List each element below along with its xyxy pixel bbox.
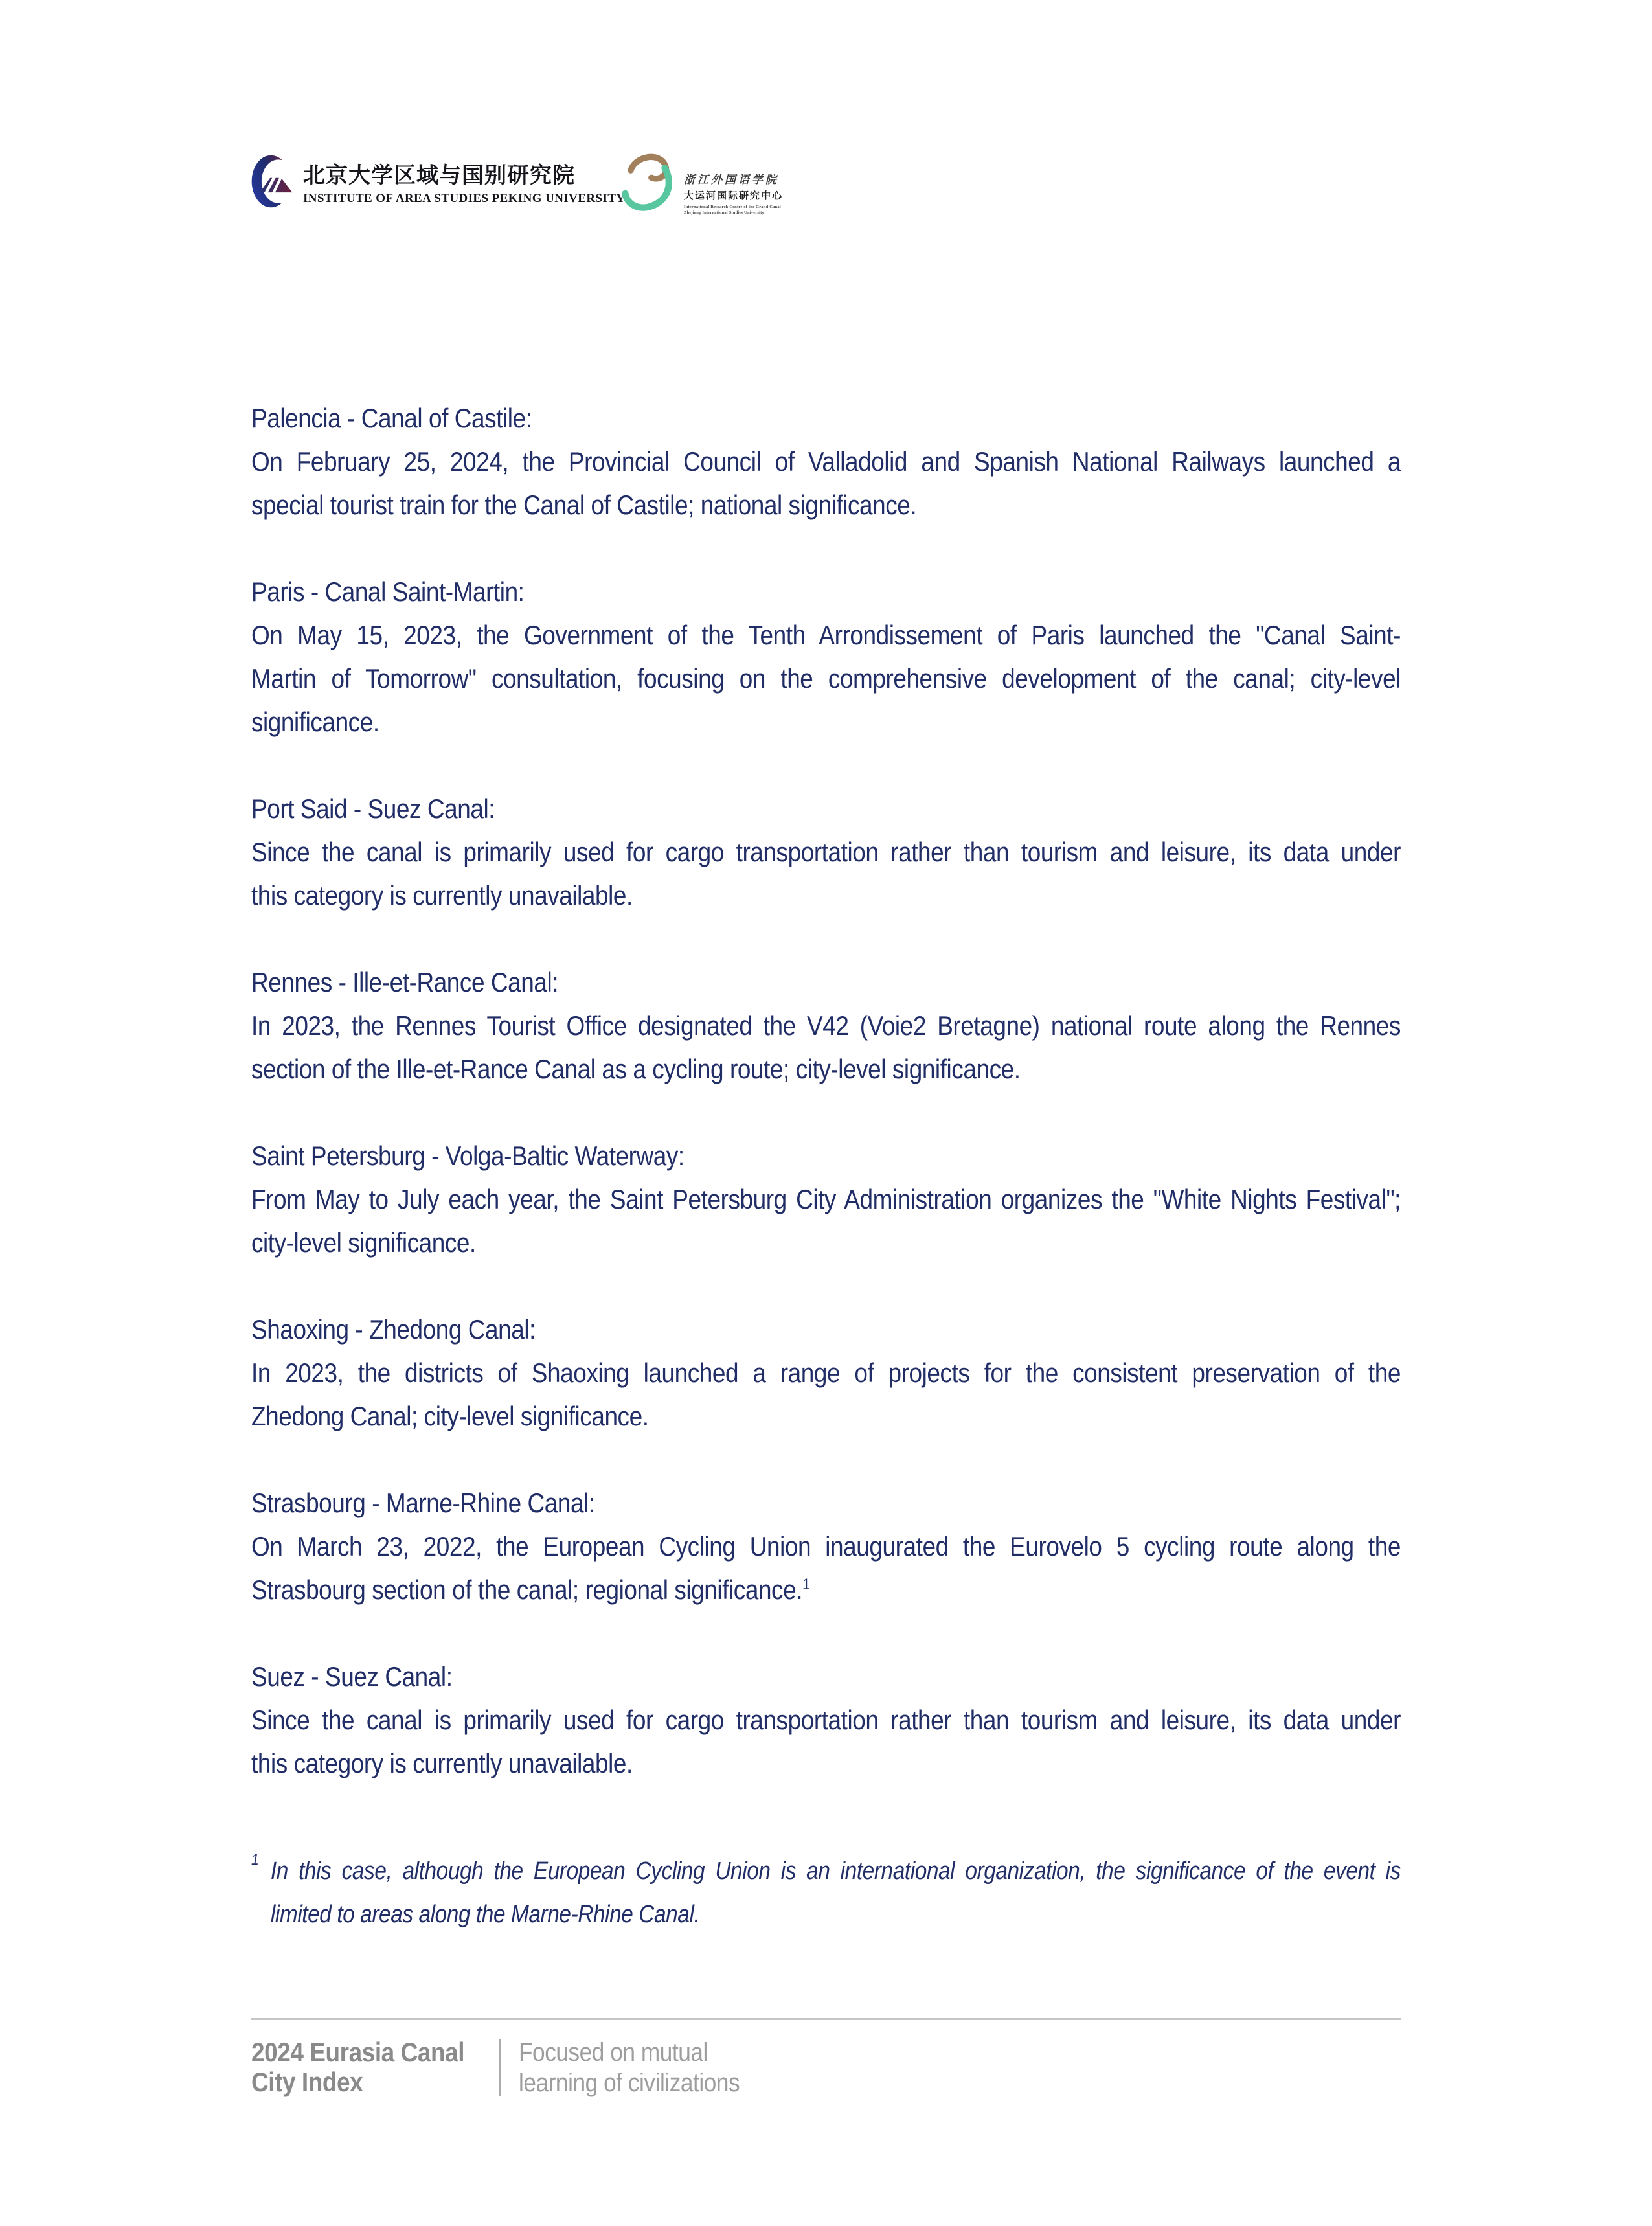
report-tagline	[519, 2038, 740, 2098]
entry-line	[251, 657, 1401, 700]
pku-ias-name-english: INSTITUTE OF AREA STUDIES PEKING UNIVERSITY	[303, 191, 626, 205]
entry-line-text: Since the canal is primarily used for cargo transportation rather than tourism and leisure, its data under	[251, 837, 1401, 867]
footnote-text: In this case, although the European Cycling Union is an international organization, the significance of the event is	[270, 1857, 1401, 1885]
footnote-line	[251, 1850, 1401, 1893]
pku-ias-name-chinese: 北京大学区域与国别研究院	[303, 163, 575, 188]
report-title	[251, 2038, 469, 2098]
entry-line-text: section of the Ille-et-Rance Canal as a cycling route; city-level significance.	[251, 1054, 1021, 1084]
canal-entries	[251, 396, 1401, 1785]
entry-line	[251, 1698, 1401, 1742]
entry-heading: Shaoxing - Zhedong Canal:	[251, 1314, 536, 1345]
footer-vertical-divider	[499, 2039, 501, 2096]
canal-entry	[251, 787, 1401, 917]
report-tagline-line1: Focused on mutual	[519, 2038, 708, 2067]
entry-line	[251, 1047, 1401, 1091]
entry-line-text: this category is currently unavailable.	[251, 880, 633, 911]
canal-entry	[251, 1134, 1401, 1264]
entry-line-text: From May to July each year, the Saint Petersburg City Administration organizes the "White Nights Festival";	[251, 1184, 1401, 1214]
canal-centre-name-chinese: 大运河国际研究中心	[684, 190, 784, 201]
pku-ias-logo	[251, 154, 625, 209]
entry-line-text: significance.	[251, 707, 379, 737]
report-title-line2: City Index	[251, 2067, 363, 2097]
entry-line-text: In 2023, the Rennes Tourist Office designated the V42 (Voie2 Bretagne) national route along the Rennes	[251, 1010, 1401, 1041]
entry-line	[251, 1742, 1401, 1785]
entry-line	[251, 1177, 1401, 1221]
footer-divider-line	[251, 2018, 1401, 2020]
zisu-name-english: Zhejiang International Studies University	[684, 210, 764, 215]
zisu-name-chinese: 浙江外国语学院	[684, 174, 779, 186]
canal-entry	[251, 1481, 1401, 1611]
entry-line-text: On March 23, 2022, the European Cycling Union inaugurated the Eurovelo 5 cycling route along the	[251, 1531, 1401, 1562]
entry-line	[251, 440, 1401, 483]
entry-line-text: Zhedong Canal; city-level significance.	[251, 1401, 649, 1431]
entry-line-text: Since the canal is primarily used for cargo transportation rather than tourism and leisure, its data under	[251, 1705, 1401, 1735]
entry-line-text: Martin of Tomorrow" consultation, focusing on the comprehensive development of the canal; city-level	[251, 663, 1401, 694]
entry-heading: Saint Petersburg - Volga-Baltic Waterway:	[251, 1141, 685, 1171]
entry-heading: Rennes - Ille-et-Rance Canal:	[251, 967, 559, 997]
footnote-line	[251, 1893, 1401, 1936]
zisu-swirl-icon	[622, 151, 677, 215]
entry-heading: Strasbourg - Marne-Rhine Canal:	[251, 1488, 595, 1518]
entry-heading: Palencia - Canal of Castile:	[251, 403, 532, 433]
entry-line	[251, 1221, 1401, 1264]
zisu-grand-canal-logo	[622, 151, 783, 215]
entry-line	[251, 1004, 1401, 1047]
entry-line	[251, 874, 1401, 917]
canal-entry	[251, 570, 1401, 744]
canal-centre-name-english: International Research Centre of the Grand Canal	[684, 205, 781, 209]
pku-ias-crescent-icon	[251, 154, 294, 209]
entry-line-text: special tourist train for the Canal of Castile; national significance.	[251, 490, 917, 520]
report-title-line1: 2024 Eurasia Canal	[251, 2037, 465, 2067]
entry-line-text: In 2023, the districts of Shaoxing launched a range of projects for the consistent preservation of the	[251, 1357, 1401, 1388]
entry-line-text: On May 15, 2023, the Government of the Tenth Arrondissement of Paris launched the "Canal Saint-	[251, 620, 1401, 650]
canal-entry	[251, 960, 1401, 1091]
zisu-logo-text	[684, 170, 783, 215]
entry-line-text: this category is currently unavailable.	[251, 1748, 633, 1778]
entry-heading: Suez - Suez Canal:	[251, 1661, 453, 1692]
entry-heading: Paris - Canal Saint-Martin:	[251, 576, 525, 607]
entry-line	[251, 1568, 1401, 1611]
entry-line-text: On February 25, 2024, the Provincial Council of Valladolid and Spanish National Railways launched a	[251, 446, 1401, 477]
entry-line-text: city-level significance.	[251, 1227, 476, 1258]
footnote-text: limited to areas along the Marne-Rhine Canal.	[270, 1901, 700, 1928]
page-footer	[251, 2038, 770, 2098]
entry-line	[251, 1351, 1401, 1394]
pku-ias-logo-text	[303, 157, 625, 206]
entry-line	[251, 483, 1401, 527]
footnote-marker: 1	[251, 1851, 259, 1868]
footnote-reference: 1	[802, 1576, 810, 1593]
entry-line	[251, 613, 1401, 657]
document-body	[251, 396, 1557, 1936]
entry-line-text: Strasbourg section of the canal; regional significance.	[251, 1574, 803, 1605]
entry-line	[251, 1525, 1401, 1568]
canal-entry	[251, 1655, 1401, 1785]
entry-line	[251, 1394, 1401, 1438]
canal-entry	[251, 396, 1401, 527]
report-tagline-line2: learning of civilizations	[519, 2069, 740, 2097]
entry-line	[251, 700, 1401, 744]
footnote	[251, 1850, 1401, 1936]
canal-entry	[251, 1308, 1401, 1438]
entry-line	[251, 830, 1401, 874]
entry-heading: Port Said - Suez Canal:	[251, 793, 495, 824]
